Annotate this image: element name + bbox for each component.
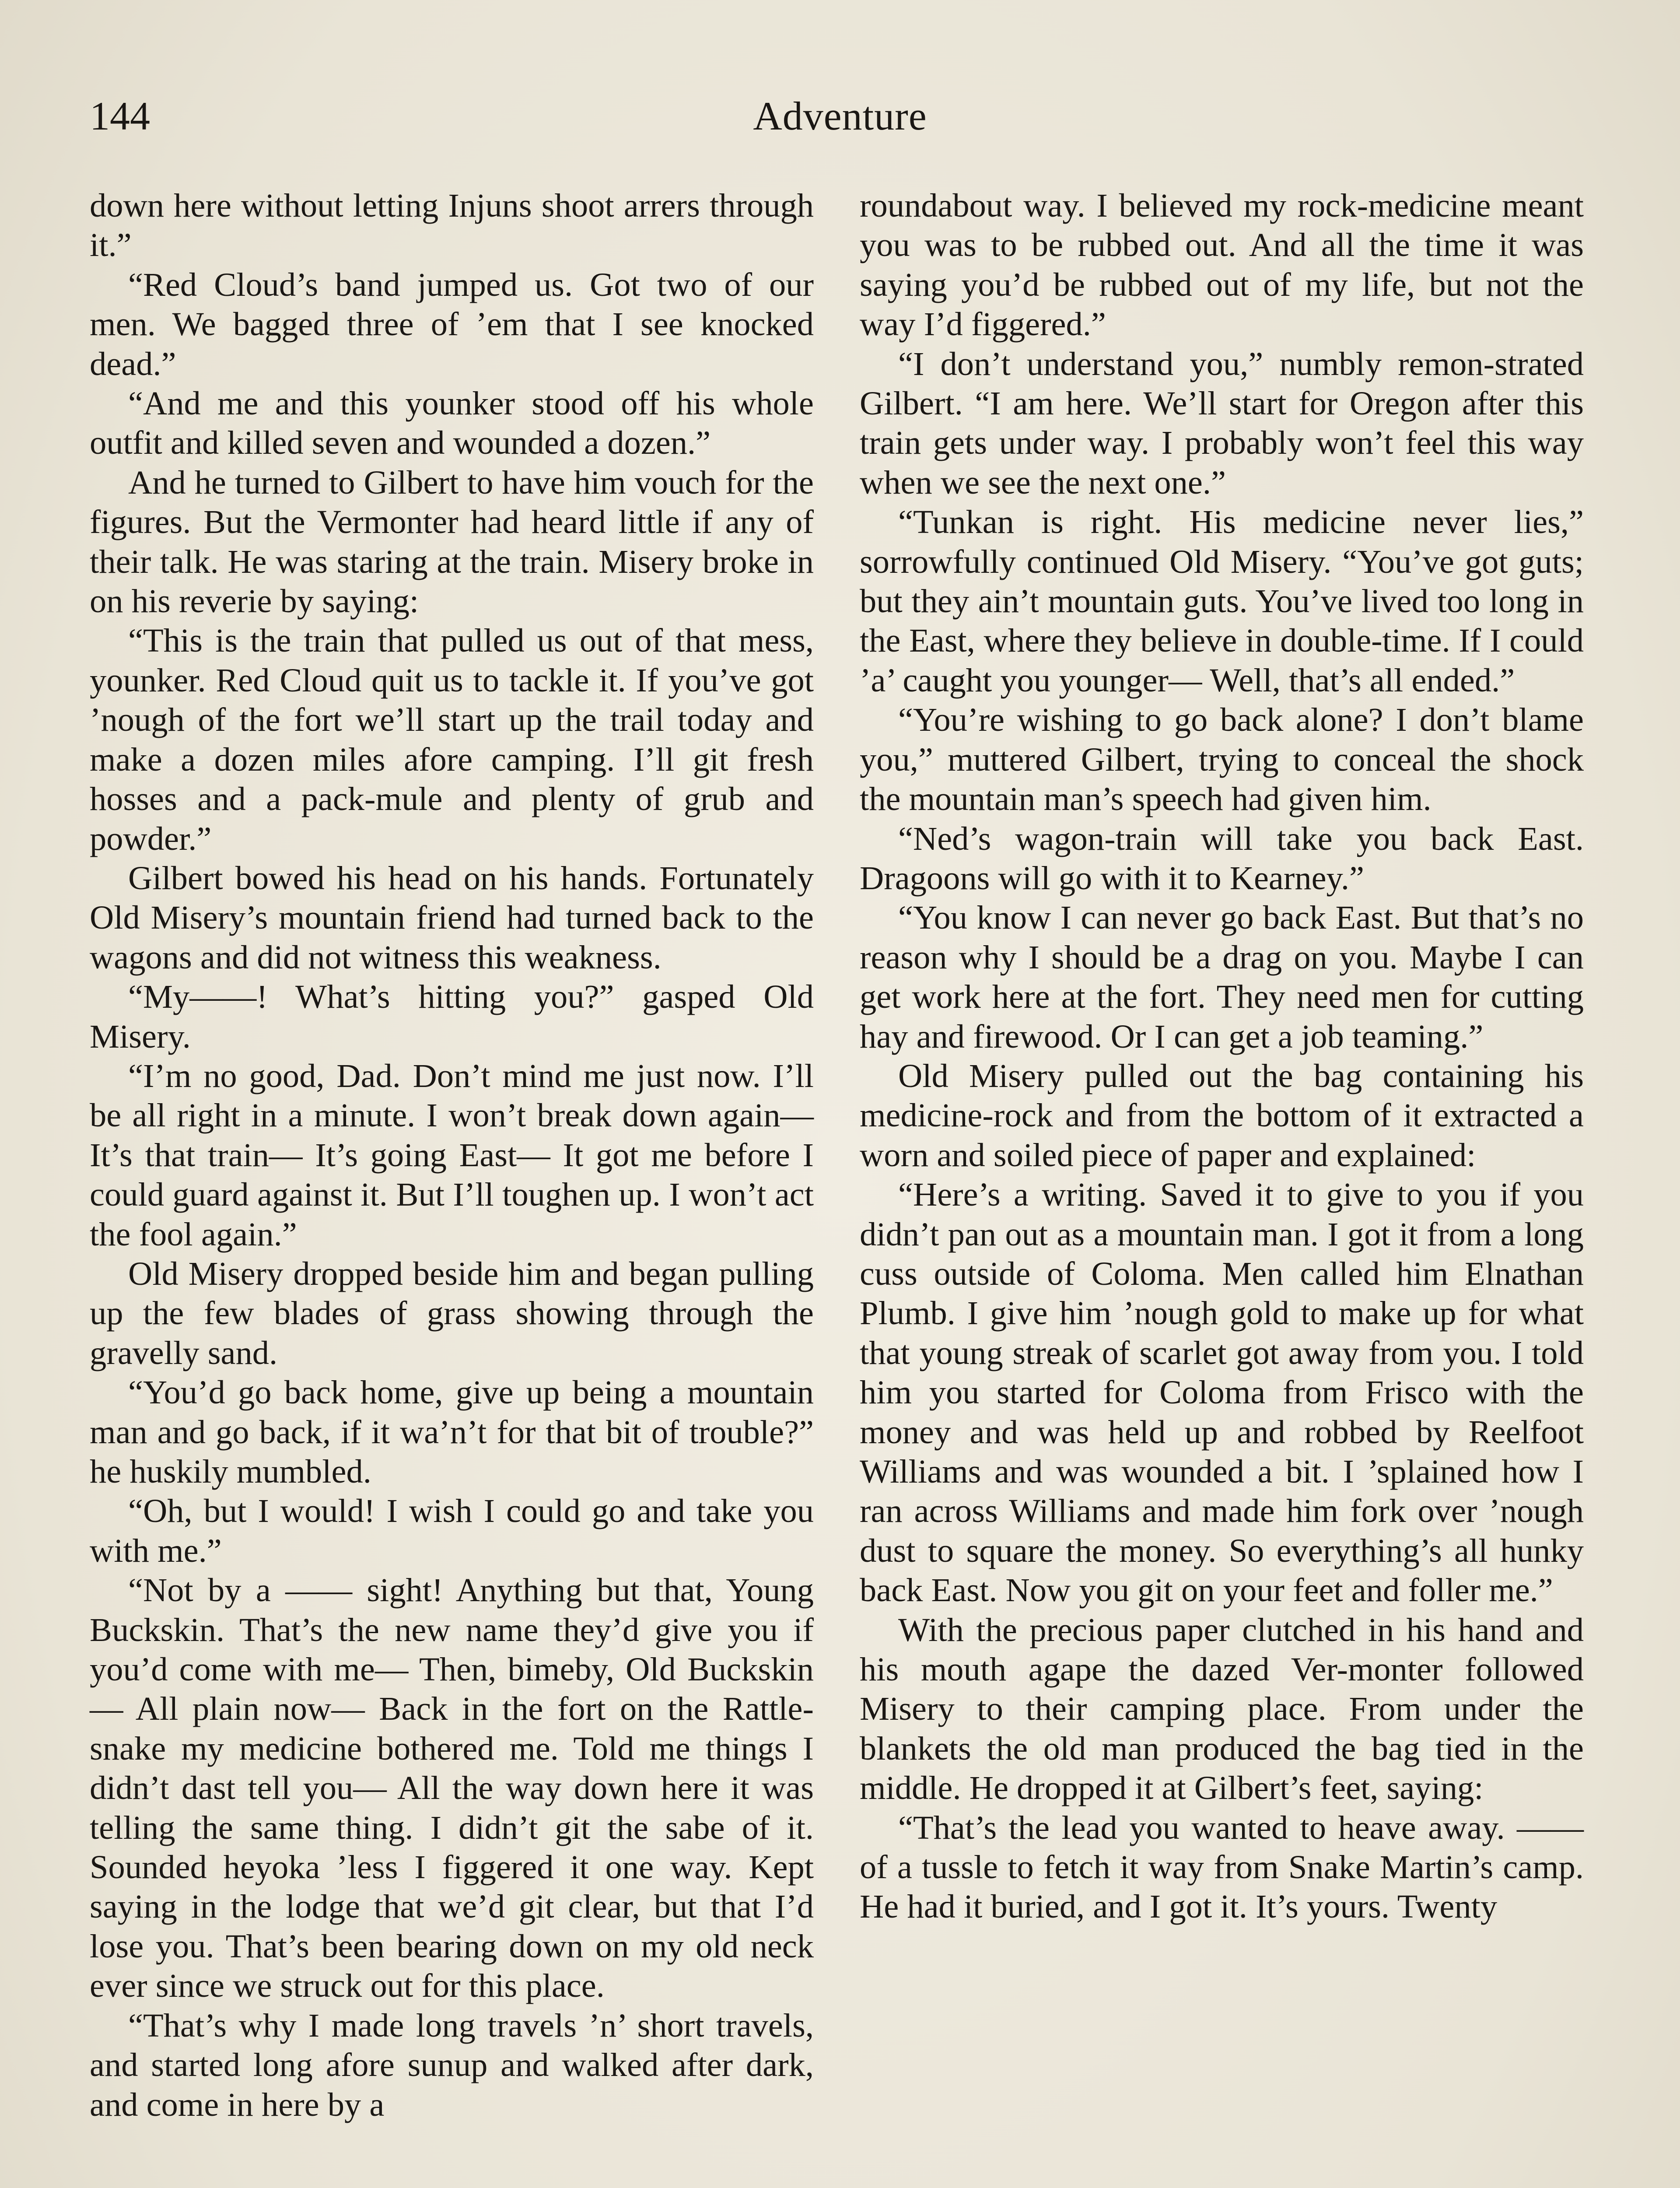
paragraph: “Tunkan is right. His medicine never lies,” sorrowfully continued Old Misery. “You’ve got guts; but they ain’t mountain guts. You’ve lived too long in the East, where they believe in double-time. If I could ’a’ caught you younger— Well, that’s all ended.” xyxy=(860,503,1584,699)
paragraph: “This is the train that pulled us out of that mess, younker. Red Cloud quit us to tackle it. If you’ve got ’nough of the fort we’ll start up the trail today and make a dozen miles afore camping. I’ll git fresh hosses and a pack-mule and plenty of grub and powder.” xyxy=(90,622,814,857)
paragraph: “I don’t understand you,” numbly remon-strated Gilbert. “I am here. We’ll start for Oregon after this train gets under way. I probably won’t feel this way when we see the next one.” xyxy=(860,345,1584,501)
paragraph: Gilbert bowed his head on his hands. Fortunately Old Misery’s mountain friend had turned back to the wagons and did not witness this weakness. xyxy=(90,859,814,976)
paragraph: With the precious paper clutched in his hand and his mouth agape the dazed Ver-monter followed Misery to their camping place. From under the blankets the old man produced the bag tied in the middle. He dropped it at Gilbert’s feet, saying: xyxy=(860,1611,1584,1807)
paragraph: “Ned’s wagon-train will take you back East. Dragoons will go with it to Kearney.” xyxy=(860,820,1584,897)
paragraph: “Not by a —— sight! Anything but that, Young Buckskin. That’s the new name they’d give you if you’d come with me— Then, bimeby, Old Buckskin— All plain now— Back in the fort on the Rattle-snake my medicine bothered me. Told me things I didn’t dast tell you— All the way down here it was telling the same thing. I didn’t git the sabe of it. Sounded heyoka ’less I figgered it one way. Kept saying in the lodge that we’d git clear, but that I’d lose you. That’s been bearing down on my old neck ever since we struck out for this place. xyxy=(90,1571,814,2005)
paragraph: “Here’s a writing. Saved it to give to you if you didn’t pan out as a mountain man. I got it from a long cuss outside of Coloma. Men called him Elnathan Plumb. I give him ’nough gold to make up for what that young streak of scarlet got away from you. I told him you started for Coloma from Frisco with the money and was held up and robbed by Reelfoot Williams and was wounded a bit. I ’splained how I ran across Williams and made him fork over ’nough dust to square the money. So everything’s all hunky back East. Now you git on your feet and foller me.” xyxy=(860,1176,1584,1609)
paragraph: “I’m no good, Dad. Don’t mind me just now. I’ll be all right in a minute. I won’t break down again— It’s that train— It’s going East— It got me before I could guard against it. But I’ll toughen up. I won’t act the fool again.” xyxy=(90,1057,814,1253)
page-header xyxy=(90,90,1590,147)
paragraph: “Oh, but I would! I wish I could go and take you with me.” xyxy=(90,1492,814,1569)
paragraph: roundabout way. I believed my rock-medicine meant you was to be rubbed out. And all the time it was saying you’d be rubbed out of my life, but not the way I’d figgered.” xyxy=(860,187,1584,343)
paragraph: “That’s why I made long travels ’n’ short travels, and started long afore sunup and walked after dark, and come in here by a xyxy=(90,2006,814,2123)
running-title: Adventure xyxy=(753,94,927,138)
paragraph: Old Misery pulled out the bag containing his medicine-rock and from the bottom of it extracted a worn and soiled piece of paper and explained: xyxy=(860,1057,1584,1174)
page-number: 144 xyxy=(90,94,150,138)
right-column xyxy=(860,186,1584,1927)
paragraph: down here without letting Injuns shoot arrers through it.” xyxy=(90,187,814,264)
paragraph: “My——! What’s hitting you?” gasped Old Misery. xyxy=(90,978,814,1055)
paragraph: “You’d go back home, give up being a mountain man and go back, if it wa’n’t for that bit of trouble?” he huskily mumbled. xyxy=(90,1374,814,1490)
paragraph: “You’re wishing to go back alone? I don’t blame you,” muttered Gilbert, trying to conceal the shock the mountain man’s speech had given him. xyxy=(860,701,1584,818)
paragraph: Old Misery dropped beside him and began pulling up the few blades of grass showing through the gravelly sand. xyxy=(90,1255,814,1371)
paragraph: “And me and this younker stood off his whole outfit and killed seven and wounded a dozen.” xyxy=(90,385,814,462)
left-column xyxy=(90,186,814,2125)
paragraph: And he turned to Gilbert to have him vouch for the figures. But the Vermonter had heard little if any of their talk. He was staring at the train. Misery broke in on his reverie by saying: xyxy=(90,463,814,620)
paragraph: “That’s the lead you wanted to heave away. —— of a tussle to fetch it way from Snake Martin’s camp. He had it buried, and I got it. It’s yours. Twenty xyxy=(860,1809,1584,1925)
paragraph: “You know I can never go back East. But that’s no reason why I should be a drag on you. Maybe I can get work here at the fort. They need men for cutting hay and firewood. Or I can get a job teaming.” xyxy=(860,899,1584,1055)
paragraph: “Red Cloud’s band jumped us. Got two of our men. We bagged three of ’em that I see knocked dead.” xyxy=(90,266,814,382)
